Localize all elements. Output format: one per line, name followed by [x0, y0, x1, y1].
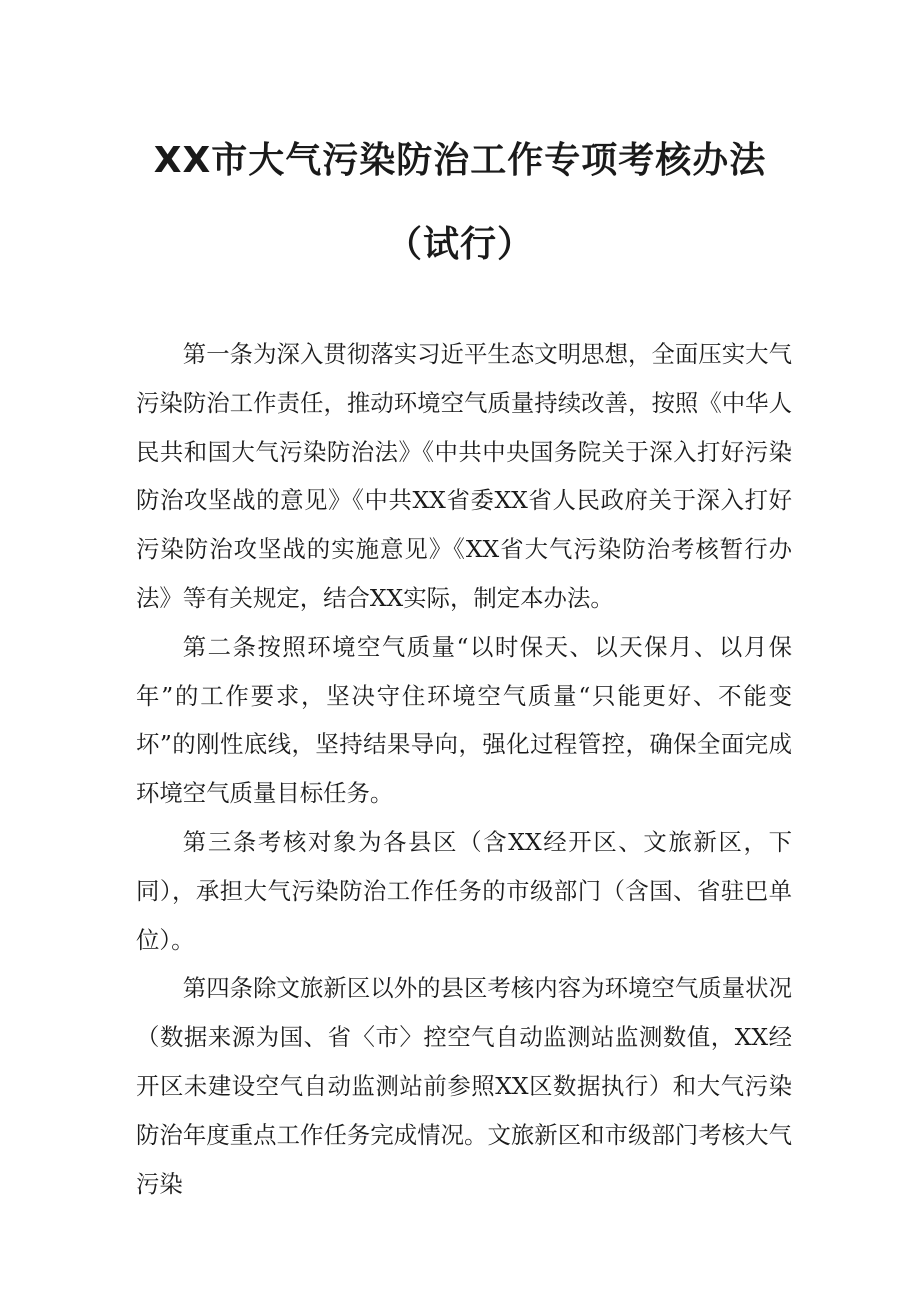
document-body [136, 330, 792, 1208]
article-4-paragraph: 第四条除文旅新区以外的县区考核内容为环境空气质量状况（数据来源为国、省〈市〉控空气自动监测站监测数值，XX经开区未建设空气自动监测站前参照XX区数据执行）和大气污染防治年度重点工作任务完成情况。文旅新区和市级部门考核大气污染 [136, 974, 792, 1198]
article-2-paragraph: 第二条按照环境空气质量“以时保天、以天保月、以月保年”的工作要求，坚决守住环境空气质量“只能更好、不能变坏”的刚性底线，坚持结果导向，强化过程管控，确保全面完成环境空气质量目标任务。 [136, 632, 792, 808]
article-1-paragraph: 第一条为深入贯彻落实习近平生态文明思想，全面压实大气污染防治工作责任，推动环境空气质量持续改善，按照《中华人民共和国大气污染防治法》《中共中央国务院关于深入打好污染防治攻坚战的意见》《中共XX省委XX省人民政府关于深入打好污染防治攻坚战的实施意见》《XX省大气污染防治考核暂行办法》等有关规定，结合XX实际，制定本办法。 [136, 340, 792, 612]
document-subtitle: （试行） [385, 224, 534, 265]
article-3-paragraph: 第三条考核对象为各县区（含XX经开区、文旅新区，下同），承担大气污染防治工作任务的市级部门（含国、省驻巴单位）。 [136, 827, 792, 954]
document-title: XX市大气污染防治工作专项考核办法 [153, 140, 767, 181]
